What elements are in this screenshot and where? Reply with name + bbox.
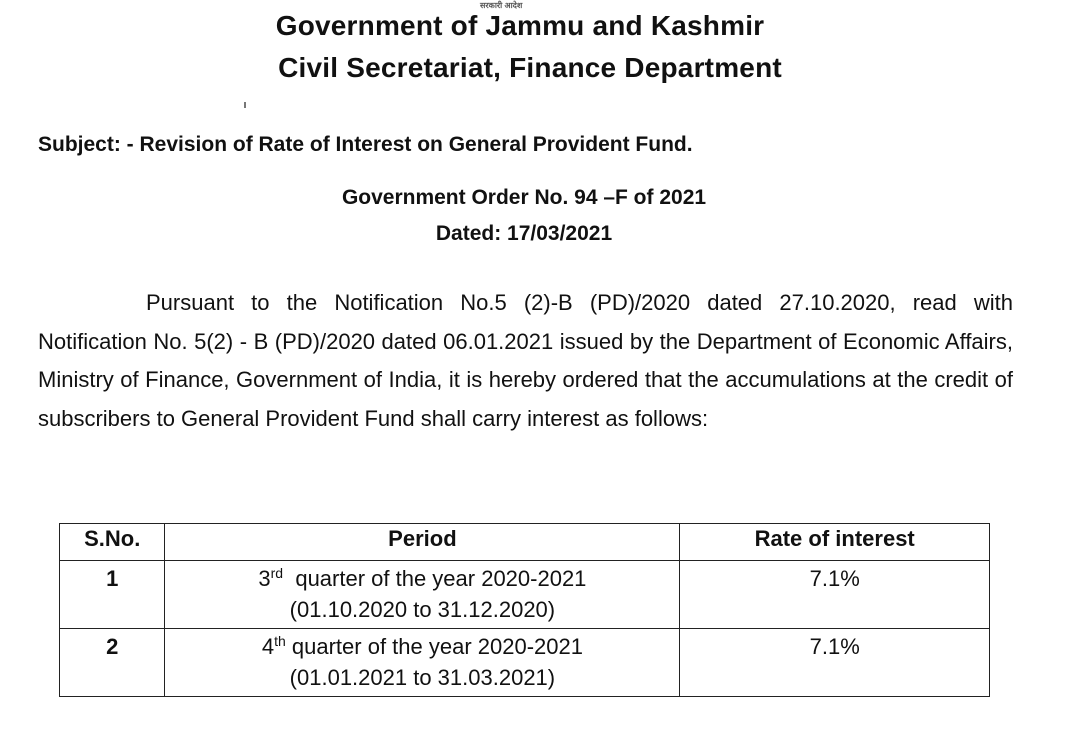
row-rate: 7.1% [680, 561, 990, 629]
header-period: Period [165, 524, 680, 561]
government-title: Government of Jammu and Kashmir [275, 10, 765, 41]
interest-rate-table [59, 523, 990, 697]
table-row [60, 629, 990, 697]
period-range: (01.10.2020 to 31.12.2020) [289, 597, 556, 622]
header-rate: Rate of interest [680, 524, 990, 561]
header-top-mark: सरकारी आदेश [480, 1, 523, 10]
quarter-number: 3 [258, 566, 271, 591]
table-header-row [60, 524, 990, 561]
department-title: Civil Secretariat, Finance Department [278, 52, 782, 83]
quarter-suffix: th [274, 633, 286, 649]
row-rate: 7.1% [680, 629, 990, 697]
period-range: (01.01.2021 to 31.03.2021) [289, 665, 556, 690]
row-period [165, 561, 680, 629]
quarter-suffix: rd [270, 565, 284, 581]
period-quarter [171, 631, 673, 662]
order-date: Dated: 17/03/2021 [435, 222, 613, 245]
quarter-text: quarter of the year 2020-2021 [291, 634, 583, 659]
row-period [165, 629, 680, 697]
order-number: Government Order No. 94 –F of 2021 [341, 186, 707, 209]
quarter-number: 4 [261, 634, 275, 659]
table-row [60, 561, 990, 629]
row-sno: 2 [60, 629, 165, 697]
scan-speck [244, 102, 246, 108]
row-sno: 1 [60, 561, 165, 629]
quarter-text: quarter of the year 2020-2021 [295, 566, 587, 591]
body-paragraph: Pursuant to the Notification No.5 (2)-B (PD)/2020 dated 27.10.2020, read with Notification No. 5(2) - B (PD)/2020 dated 06.01.2021 issued by the Department of Economic Affairs, Ministry of Finance, Government of India, it is hereby ordered that the accumulations at the credit of subscribers to General Provident Fund shall carry interest as follows: [38, 290, 1013, 431]
header-sno: S.No. [60, 524, 165, 561]
period-quarter [171, 563, 673, 594]
subject-line: Subject: - Revision of Rate of Interest on General Provident Fund. [38, 133, 693, 156]
